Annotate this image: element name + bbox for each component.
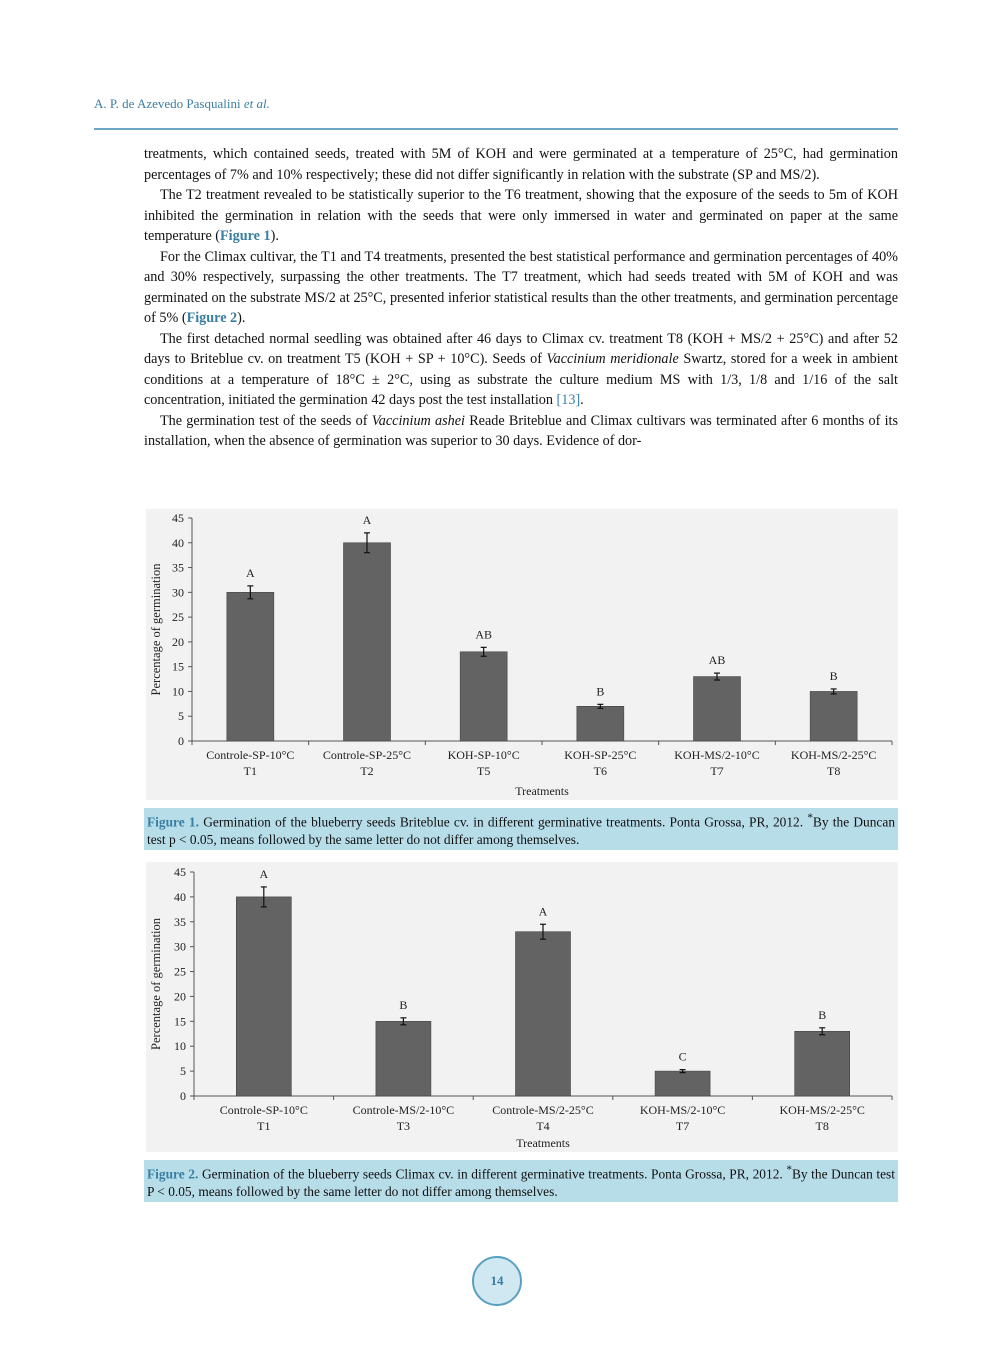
x-category-label: Controle-SP-25°C [322, 748, 412, 762]
bar [577, 706, 624, 741]
bar [516, 932, 571, 1096]
y-tick-label: 25 [172, 610, 184, 625]
y-tick-label: 5 [178, 709, 184, 724]
figure-2-caption: Figure 2. Germination of the blueberry seeds Climax cv. in different germinative treatments. Ponta Grossa, PR, 2012. *By the Duncan test P < 0.05, means followed by the same letter do not differ among themselves. [144, 1160, 898, 1202]
x-treatment-code: T8 [815, 1119, 829, 1133]
header-authors: A. P. de Azevedo Pasqualini [94, 96, 241, 111]
x-category-label: Controle-MS/2-25°C [492, 1103, 594, 1117]
x-treatment-code: T3 [396, 1119, 411, 1133]
x-category-label: KOH-MS/2-25°C [779, 1103, 865, 1117]
x-treatment-code: T4 [536, 1119, 550, 1133]
y-axis-title: Percentage of germination [149, 918, 163, 1050]
y-tick-label: 40 [174, 889, 186, 904]
y-tick-label: 40 [172, 535, 184, 550]
y-tick-label: 10 [174, 1039, 186, 1054]
figure-2-link[interactable]: Figure 2 [186, 310, 238, 326]
y-tick-label: 35 [174, 914, 186, 929]
significance-letter: A [362, 512, 372, 527]
y-tick-label: 45 [172, 511, 184, 525]
x-category-label: KOH-MS/2-10°C [639, 1103, 726, 1117]
significance-letter: B [829, 668, 838, 683]
x-category-label: Controle-SP-10°C [219, 1103, 308, 1117]
y-tick-label: 5 [180, 1064, 186, 1079]
x-category-label: KOH-SP-10°C [447, 748, 520, 762]
y-tick-label: 20 [174, 989, 186, 1004]
bar [344, 543, 391, 741]
y-tick-label: 45 [174, 865, 186, 879]
figure-2-label: Figure 2. [147, 1166, 199, 1182]
x-category-label: Controle-MS/2-10°C [352, 1103, 455, 1117]
bar [460, 652, 507, 741]
significance-letter: C [678, 1049, 687, 1064]
significance-letter: A [538, 904, 548, 919]
x-treatment-code: T2 [360, 764, 374, 778]
figure-1-svg [146, 509, 898, 800]
x-treatment-code: T7 [675, 1119, 690, 1133]
y-tick-label: 10 [172, 684, 184, 699]
x-treatment-code: T6 [593, 764, 608, 778]
x-treatment-code: T5 [476, 764, 491, 778]
significance-letter: A [245, 565, 255, 580]
y-tick-label: 15 [172, 659, 184, 674]
page-number: 14 [472, 1256, 522, 1306]
citation-13-link[interactable]: [13] [556, 392, 581, 408]
header-etal: et al. [243, 96, 270, 111]
running-header [94, 96, 270, 112]
bar [376, 1021, 431, 1096]
paragraph-5: The germination test of the seeds of Vaccinium ashei Reade Briteblue and Climax cultivars was terminated after 6 months of its installation, when the absence of germination was superior to 30 days. Evidence of dor- [144, 412, 899, 449]
significance-letter: B [818, 1007, 827, 1022]
x-treatment-code: T7 [710, 764, 724, 778]
figure-1-link[interactable]: Figure 1 [220, 228, 271, 244]
x-category-label: KOH-SP-25°C [564, 748, 637, 762]
figure-1-caption: Figure 1. Germination of the blueberry seeds Briteblue cv. in different germinative treatments. Ponta Grossa, PR, 2012. *By the Duncan test p < 0.05, means followed by the same letter do not differ among themselves. [144, 808, 898, 850]
significance-letter: AB [708, 653, 726, 668]
x-treatment-code: T1 [243, 764, 258, 778]
significance-letter: A [259, 866, 269, 881]
bar [236, 897, 291, 1096]
significance-letter: B [596, 684, 605, 699]
y-tick-label: 30 [172, 585, 184, 600]
figure-2-svg [146, 862, 898, 1152]
x-category-label: Controle-SP-10°C [206, 748, 295, 762]
y-tick-label: 25 [174, 964, 186, 979]
x-treatment-code: T8 [826, 764, 841, 778]
x-treatment-code: T1 [257, 1119, 271, 1133]
figure-2-chart [146, 862, 898, 1152]
significance-letter: AB [475, 627, 493, 642]
y-tick-label: 0 [180, 1089, 186, 1103]
paragraph-2: The T2 treatment revealed to be statistically superior to the T6 treatment, showing that the exposure of the seeds to 5m of KOH inhibited the germination in relation with the seeds that were only immersed in water and germinated on paper at the same temperature (Figure 1). [144, 187, 898, 244]
x-axis-title: Treatments [516, 1136, 570, 1150]
bar [227, 592, 274, 741]
bar [795, 1031, 850, 1096]
y-tick-label: 0 [178, 734, 184, 748]
bar [810, 691, 857, 741]
significance-letter: B [399, 997, 408, 1012]
x-category-label: KOH-MS/2-10°C [674, 748, 760, 762]
paragraph-4: The first detached normal seedling was obtained after 46 days to Climax cv. treatment T8 (KOH + MS/2 + 25°C) and after 52 days to Briteblue cv. on treatment T5 (KOH + SP + 10°C). Seeds of Vaccinium meridionale Swartz, stored for a week in ambient conditions at a temperature of 18°C ± 2°C, using as substrate the culture medium MS with 1/3, 1/8 and 1/16 of the salt concentration, initiated the germination 42 days post the test installation [13]. [144, 330, 898, 408]
bar [655, 1071, 710, 1096]
x-category-label: KOH-MS/2-25°C [790, 748, 877, 762]
y-tick-label: 30 [174, 939, 186, 954]
paragraph-3: For the Climax cultivar, the T1 and T4 treatments, presented the best statistical performance and germination percentages of 40% and 30% respectively, surpassing the other treatments. The T7 treatment, which had seeds treated with 5M of KOH and was germinated on the substrate MS/2 at 25°C, presented inferior statistical results than the other treatments, and germination percentage of 5% (Figure 2). [144, 248, 898, 326]
y-tick-label: 15 [174, 1014, 186, 1029]
y-tick-label: 20 [172, 634, 184, 649]
paragraph-1: treatments, which contained seeds, treated with 5M of KOH and were germinated at a temperature of 25°C, had germination percentages of 7% and 10% respectively; these did not differ significantly in relation with the substrate (SP and MS/2). [144, 146, 898, 183]
header-rule [94, 128, 898, 130]
figure-1-chart [146, 509, 898, 800]
figure-1-label: Figure 1. [147, 814, 199, 830]
y-tick-label: 35 [172, 560, 184, 575]
bar [694, 677, 741, 741]
body-text [144, 144, 898, 452]
y-axis-title: Percentage of germination [149, 563, 163, 696]
x-axis-title: Treatments [515, 784, 569, 798]
